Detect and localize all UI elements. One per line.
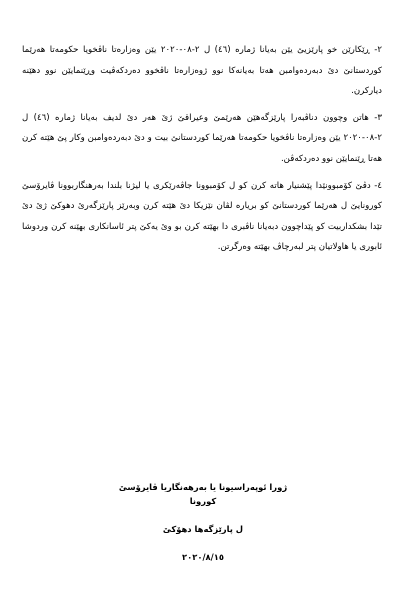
paragraph-4: ٤- دڤێ كۆمبوونێدا پێشنیار هاتە كرن كو ل كۆمبوونا جاڤەرێكری یا لیژنا بلندا بەرهنگاربوونا ڤایرۆسێ كورونایێ ل هەرێما كوردستانێ كو بریارە لڤان نێزیكا دێ هێتە كرن وبەرێز پارێزگەرێ دهوكێ ژێ دێ تێدا بشكداربیت كو پێداچوون دبەیانا ناڤبری دا بهێتە كرن بو وێ یەكێ پتر ئاسانكاری بهێنە كرن وردوشا ئابوری یا هاولاتیان پتر لبەرچاڤ بهێتە وەرگرتن. [22,180,382,253]
signature-province: ل پارێزگەها دهۆكێ [162,524,244,534]
paragraph-2: ٢- ڕێكارێن خو پارێزیێ یێن بەیانا ژمارە (٤٦) ل ٢-٠٨-٢٠٢٠ یێن وەزارەتا ناڤخویا حكومەتا هەرێما كوردستانێ دێ دبەردەوامبن هەتا بەیانەكا نوو ژوەزارەتا ناڤخوو دەردكەڤیت وڕێنمایێن نوو دهێنە دیاركرن. [22,45,383,97]
signature-block [108,480,298,564]
paragraph-3: ٣- هاتن وچوون دناڤبەرا پارێزگەهێن هەرێمێ وعیراقێ ژێ هەر دێ لدیف بەیانا ژمارە (٤٦) ل ٢-٠٨-٢٠٢٠ یێن وەزارەتا ناڤخویا حكومەتا هەرێما كوردستانێ بیت و دێ دبەردەوامبن وكار پێ هێتە كرن هەتا ڕێنمایێن نوو دەردكەڤن. [22,112,382,164]
document-body [22,40,382,264]
signature-office: ژورا ئوپەراسیونا یا بەرهەنگاریا ڤایرۆسێ كورونا [118,482,288,506]
signature-date: ٢٠٢٠/٨/١٥ [182,552,224,562]
